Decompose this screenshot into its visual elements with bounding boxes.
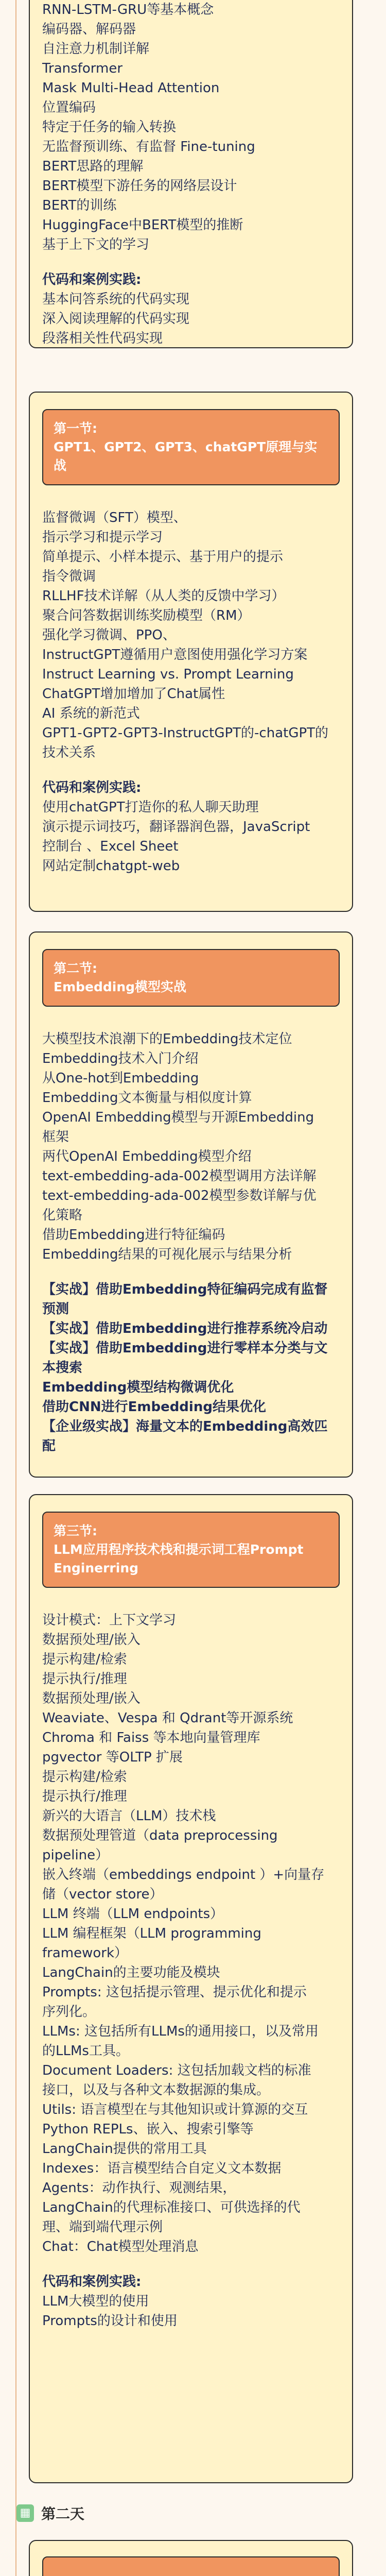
topic-item: 无监督预训练、有监督 Fine-tuning bbox=[42, 139, 255, 155]
topic-item: Transformer bbox=[42, 61, 123, 76]
topic-item: BERT思路的理解 bbox=[42, 159, 144, 174]
topic-item: 简单提示、小样本提示、基于用户的提示 bbox=[42, 549, 284, 565]
topic-item: LangChain的代理标准接口、可供选择的代 bbox=[42, 2200, 301, 2215]
practice-item: 【实战】借助Embedding特征编码完成有监督 bbox=[42, 1282, 328, 1297]
course-card-gpt bbox=[29, 392, 353, 912]
topic-item: 框架 bbox=[42, 1129, 69, 1145]
section-number: 第三节: bbox=[54, 1523, 97, 1538]
topic-item: Prompts: 这包括提示管理、提示优化和提示 bbox=[42, 1985, 307, 2000]
topic-item: 提示构建/检索 bbox=[42, 1769, 127, 1785]
topic-item: text-embedding-ada-002模型调用方法详解 bbox=[42, 1168, 317, 1184]
code-practice-item: LLM大模型的使用 bbox=[42, 2294, 149, 2309]
topic-item: 两代OpenAI Embedding模型介绍 bbox=[42, 1149, 252, 1164]
topic-item: 提示执行/推理 bbox=[42, 1671, 127, 1687]
code-practice-title: 代码和案例实践: bbox=[42, 272, 142, 287]
topic-item: InstructGPT遵循用户意图使用强化学习方案 bbox=[42, 647, 308, 663]
topic-item: Indexes：语言模型结合自定义文本数据 bbox=[42, 2161, 282, 2176]
topic-item: Weaviate、Vespa 和 Qdrant等开源系统 bbox=[42, 1710, 293, 1726]
practice-item: 配 bbox=[42, 1438, 56, 1454]
section-header bbox=[42, 1512, 340, 1588]
section-title: Embedding模型实战 bbox=[54, 979, 187, 994]
section-header bbox=[42, 949, 340, 1007]
course-card-embedding bbox=[29, 931, 353, 1478]
course-card-llm-stack bbox=[29, 1494, 353, 2483]
practice-item: 本搜索 bbox=[42, 1360, 83, 1376]
topic-item: 储（vector store） bbox=[42, 1887, 163, 1902]
topic-item: BERT模型下游任务的网络层设计 bbox=[42, 178, 237, 194]
calendar-icon: ▦ bbox=[16, 2504, 34, 2522]
topic-item: 提示构建/检索 bbox=[42, 1652, 127, 1667]
topic-item: Embedding结果的可视化展示与结果分析 bbox=[42, 1247, 292, 1262]
section-number: 第二节: bbox=[54, 961, 97, 976]
topic-item: 提示执行/推理 bbox=[42, 1789, 127, 1804]
topic-list bbox=[42, 0, 340, 255]
code-practice-title: 代码和案例实践: bbox=[42, 2274, 142, 2290]
topic-item: text-embedding-ada-002模型参数详解与优 bbox=[42, 1188, 317, 1204]
code-practice-item: 网站定制chatgpt-web bbox=[42, 858, 180, 874]
topic-item: 特定于任务的输入转换 bbox=[42, 120, 177, 135]
topic-item: 自注意力机制详解 bbox=[42, 41, 150, 57]
practice-item: 借助CNN进行Embedding结果优化 bbox=[42, 1399, 266, 1415]
code-practice-item: 深入阅读理解的代码实现 bbox=[42, 311, 190, 327]
practice-item: 【企业级实战】海量文本的Embedding高效匹 bbox=[42, 1419, 328, 1434]
topic-item: RNN-LSTM-GRU等基本概念 bbox=[42, 2, 214, 18]
topic-item: Embedding技术入门介绍 bbox=[42, 1051, 199, 1066]
topic-item: 数据预处理/嵌入 bbox=[42, 1691, 141, 1706]
topic-item: 编码器、解码器 bbox=[42, 22, 136, 37]
topic-item: Embedding文本衡量与相似度计算 bbox=[42, 1090, 252, 1106]
topic-item: 技术关系 bbox=[42, 745, 96, 760]
topic-item: 指令微调 bbox=[42, 569, 96, 584]
day-marker bbox=[16, 2503, 84, 2523]
practice-item: 【实战】借助Embedding进行零样本分类与文 bbox=[42, 1341, 328, 1356]
section-title: GPT1、GPT2、GPT3、chatGPT原理与实战 bbox=[54, 439, 318, 473]
code-practice-item: 控制台 、Excel Sheet bbox=[42, 839, 179, 854]
topic-item: pgvector 等OLTP 扩展 bbox=[42, 1750, 183, 1765]
topic-item: pipeline） bbox=[42, 1848, 109, 1863]
section-header bbox=[42, 2556, 340, 2576]
topic-item: framework） bbox=[42, 1945, 128, 1961]
topic-item: Chroma 和 Faiss 等本地向量管理库 bbox=[42, 1730, 260, 1745]
topic-item: Python REPLs、嵌入、搜索引擎等 bbox=[42, 2122, 254, 2137]
topic-item: 监督微调（SFT）模型、 bbox=[42, 510, 187, 526]
topic-item: Mask Multi-Head Attention bbox=[42, 80, 220, 96]
practice-item: 【实战】借助Embedding进行推荐系统冷启动 bbox=[42, 1321, 328, 1336]
topic-item: BERT的训练 bbox=[42, 198, 117, 213]
practice-item: Embedding模型结构微调优化 bbox=[42, 1380, 234, 1395]
topic-item: LLM 终端（LLM endpoints） bbox=[42, 1906, 224, 1922]
topic-item: Utils: 语言模型在与其他知识或计算源的交互 bbox=[42, 2102, 308, 2117]
topic-item: 序列化。 bbox=[42, 2004, 96, 2020]
code-practice-item: 演示提示词技巧，翻译器润色器，JavaScript bbox=[42, 819, 310, 835]
code-practice-item: 段落相关性代码实现 bbox=[42, 331, 163, 346]
topic-item: Document Loaders: 这包括加载文档的标准 bbox=[42, 2063, 311, 2078]
topic-item: 数据预处理管道（data preprocessing bbox=[42, 1828, 278, 1843]
topic-item: LLM 编程框架（LLM programming bbox=[42, 1926, 261, 1941]
topic-item: LangChain的主要功能及模块 bbox=[42, 1965, 220, 1980]
topic-item: 理、端到端代理示例 bbox=[42, 2219, 163, 2235]
course-card-next bbox=[29, 2540, 353, 2576]
topic-item: HuggingFace中BERT模型的推断 bbox=[42, 217, 243, 233]
topic-item: 化策略 bbox=[42, 1208, 83, 1223]
code-practice-item: Prompts的设计和使用 bbox=[42, 2313, 178, 2329]
topic-item: GPT1-GPT2-GPT3-InstructGPT的-chatGPT的 bbox=[42, 725, 329, 741]
topic-item: 指示学习和提示学习 bbox=[42, 530, 163, 545]
topic-item: 聚合问答数据训练奖励模型（RM） bbox=[42, 608, 251, 623]
topic-item: 设计模式：上下文学习 bbox=[42, 1613, 177, 1628]
section-number: 第一节: bbox=[54, 421, 97, 436]
topic-item: LangChain提供的常用工具 bbox=[42, 2141, 207, 2157]
topic-item: 新兴的大语言（LLM）技术栈 bbox=[42, 1808, 216, 1824]
topic-item: ChatGPT增加增加了Chat属性 bbox=[42, 686, 225, 702]
timeline-rail bbox=[15, 0, 16, 2576]
topic-item: 基于上下文的学习 bbox=[42, 237, 150, 252]
topic-item: 强化学习微调、PPO、 bbox=[42, 628, 176, 643]
topic-item: AI 系统的新范式 bbox=[42, 706, 140, 721]
section-title-cont: Enginerring bbox=[54, 1561, 139, 1575]
topic-item: 大模型技术浪潮下的Embedding技术定位 bbox=[42, 1031, 292, 1047]
topic-item: 借助Embedding进行特征编码 bbox=[42, 1227, 225, 1243]
topic-item: LLMs: 这包括所有LLMs的通用接口，以及常用 bbox=[42, 2024, 319, 2039]
topic-item: 接口，以及与各种文本数据源的集成。 bbox=[42, 2082, 270, 2098]
topic-item: 的LLMs工具。 bbox=[42, 2043, 129, 2059]
topic-item: Instruct Learning vs. Prompt Learning bbox=[42, 667, 294, 682]
practice-item: 预测 bbox=[42, 1301, 69, 1317]
section-header bbox=[42, 409, 340, 485]
topic-item: 数据预处理/嵌入 bbox=[42, 1632, 141, 1648]
course-card-basics bbox=[29, 0, 353, 348]
section-title: LLM应用程序技术栈和提示词工程Prompt bbox=[54, 1542, 304, 1557]
topic-item: 从One-hot到Embedding bbox=[42, 1071, 199, 1086]
topic-item: OpenAI Embedding模型与开源Embedding bbox=[42, 1110, 314, 1125]
topic-item: 嵌入终端（embeddings endpoint ）+向量存 bbox=[42, 1867, 325, 1883]
topic-item: Agents：动作执行、观测结果， bbox=[42, 2180, 236, 2196]
topic-item: Chat：Chat模型处理消息 bbox=[42, 2239, 199, 2255]
topic-item: 位置编码 bbox=[42, 100, 96, 115]
code-practice-item: 使用chatGPT打造你的私人聊天助理 bbox=[42, 800, 259, 815]
code-practice-item: 基本问答系统的代码实现 bbox=[42, 292, 190, 307]
code-practice-title: 代码和案例实践: bbox=[42, 780, 142, 795]
topic-item: RLLHF技术详解（从人类的反馈中学习） bbox=[42, 588, 285, 604]
day-label: 第二天 bbox=[41, 2505, 85, 2522]
